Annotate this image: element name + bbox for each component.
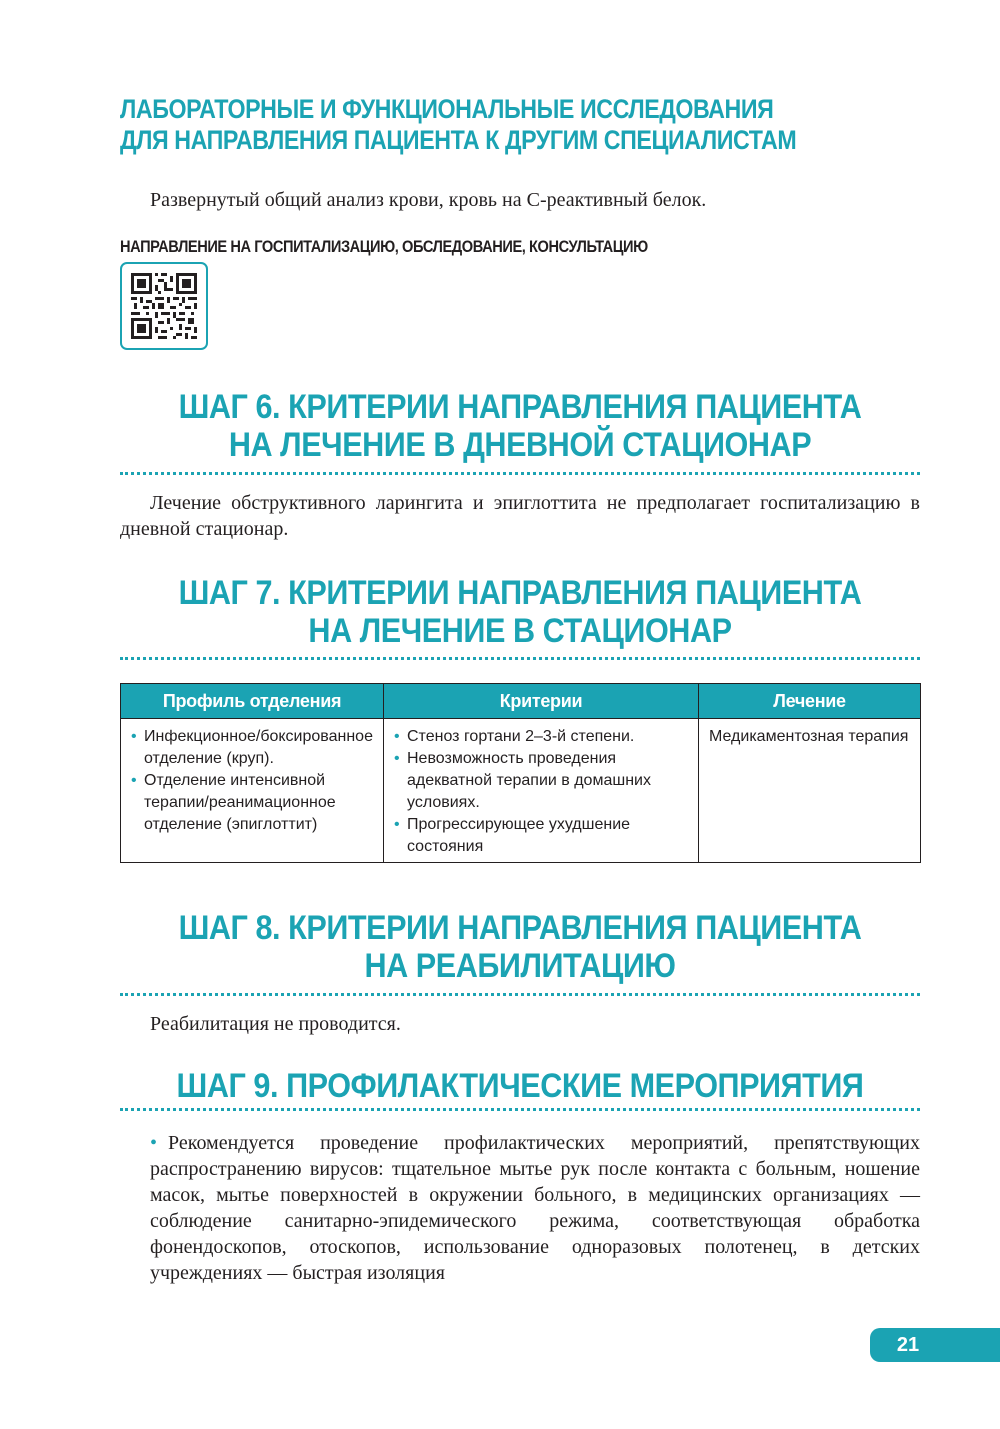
step8-text <box>120 1011 920 1037</box>
step8-title-line1: ШАГ 8. КРИТЕРИИ НАПРАВЛЕНИЯ ПАЦИЕНТА <box>178 909 862 947</box>
table-cell-profile <box>121 719 384 863</box>
criteria-table <box>120 683 921 863</box>
step7-title-line1: ШАГ 7. КРИТЕРИИ НАПРАВЛЕНИЯ ПАЦИЕНТА <box>178 574 862 612</box>
table-header-row <box>121 684 921 719</box>
step9-bullet-content: Рекомендуется проведение профилактических мероприятий, препятствующих распространению вирусов: тщательное мытье рук после контакта с больным, ношение масок, мытье поверхностей в окружении больного, в медицинских организациях — соблюдение санитарно-эпидемического режима, соответствующая обработка фонендоскопов, отоскопов, использование одноразовых полотенец, в детских учреждениях — быстрая изоляция <box>150 1132 920 1284</box>
criteria-item: • Прогрессирующее ухудшение состояния <box>394 814 688 858</box>
step8-divider <box>120 993 920 996</box>
step6-title-line1: ШАГ 6. КРИТЕРИИ НАПРАВЛЕНИЯ ПАЦИЕНТА <box>178 388 862 426</box>
criteria-item: • Стеноз гортани 2–3-й степени. <box>394 726 688 748</box>
step6-text <box>120 490 920 542</box>
step9-title: ШАГ 9. ПРОФИЛАКТИЧЕСКИЕ МЕРОПРИЯТИЯ <box>176 1067 864 1105</box>
lab-section-text: Развернутый общий анализ крови, кровь на С-реактивный белок. <box>150 189 707 211</box>
criteria-item: • Невозможность проведения адекватной терапии в домашних условиях. <box>394 748 688 814</box>
profile-item: • Отделение интенсивной терапии/реанимационное отделение (эпиглоттит) <box>131 770 373 836</box>
table-cell-criteria <box>384 719 699 863</box>
table-row <box>121 719 921 863</box>
lab-heading-line1: ЛАБОРАТОРНЫЕ И ФУНКЦИОНАЛЬНЫЕ ИССЛЕДОВАНИЯ <box>120 94 774 124</box>
lab-section-heading <box>120 94 808 156</box>
table-header-criteria: Критерии <box>384 684 699 719</box>
step6-divider <box>120 472 920 475</box>
referral-heading: НАПРАВЛЕНИЕ НА ГОСПИТАЛИЗАЦИЮ, ОБСЛЕДОВАНИЕ, КОНСУЛЬТАЦИЮ <box>120 237 648 256</box>
bullet-icon: • <box>150 1132 158 1154</box>
profile-item: • Инфекционное/боксированное отделение (круп). <box>131 726 373 770</box>
step6-text-content: Лечение обструктивного ларингита и эпиглоттита не предполагает госпитализацию в дневной стационар. <box>120 492 920 540</box>
step8-title <box>160 909 880 985</box>
lab-heading-line2: ДЛЯ НАПРАВЛЕНИЯ ПАЦИЕНТА К ДРУГИМ СПЕЦИАЛИСТАМ <box>120 125 797 155</box>
qr-code-graphic <box>131 273 197 339</box>
page-number: 21 <box>896 1334 920 1356</box>
step7-title <box>160 574 880 650</box>
step8-title-line2: НА РЕАБИЛИТАЦИЮ <box>364 947 676 985</box>
table-header-profile: Профиль отделения <box>121 684 384 719</box>
step7-title-line2: НА ЛЕЧЕНИЕ В СТАЦИОНАР <box>308 612 732 650</box>
step8-text-content: Реабилитация не проводится. <box>150 1013 401 1035</box>
table-header-treatment: Лечение <box>699 684 921 719</box>
table-cell-treatment: Медикаментозная терапия <box>699 719 921 863</box>
step9-bullet-text <box>150 1130 920 1286</box>
step9-divider <box>120 1108 920 1111</box>
step6-title <box>160 388 880 464</box>
step7-divider <box>120 657 920 660</box>
step6-title-line2: НА ЛЕЧЕНИЕ В ДНЕВНОЙ СТАЦИОНАР <box>228 426 812 464</box>
qr-code-icon[interactable] <box>120 262 208 350</box>
